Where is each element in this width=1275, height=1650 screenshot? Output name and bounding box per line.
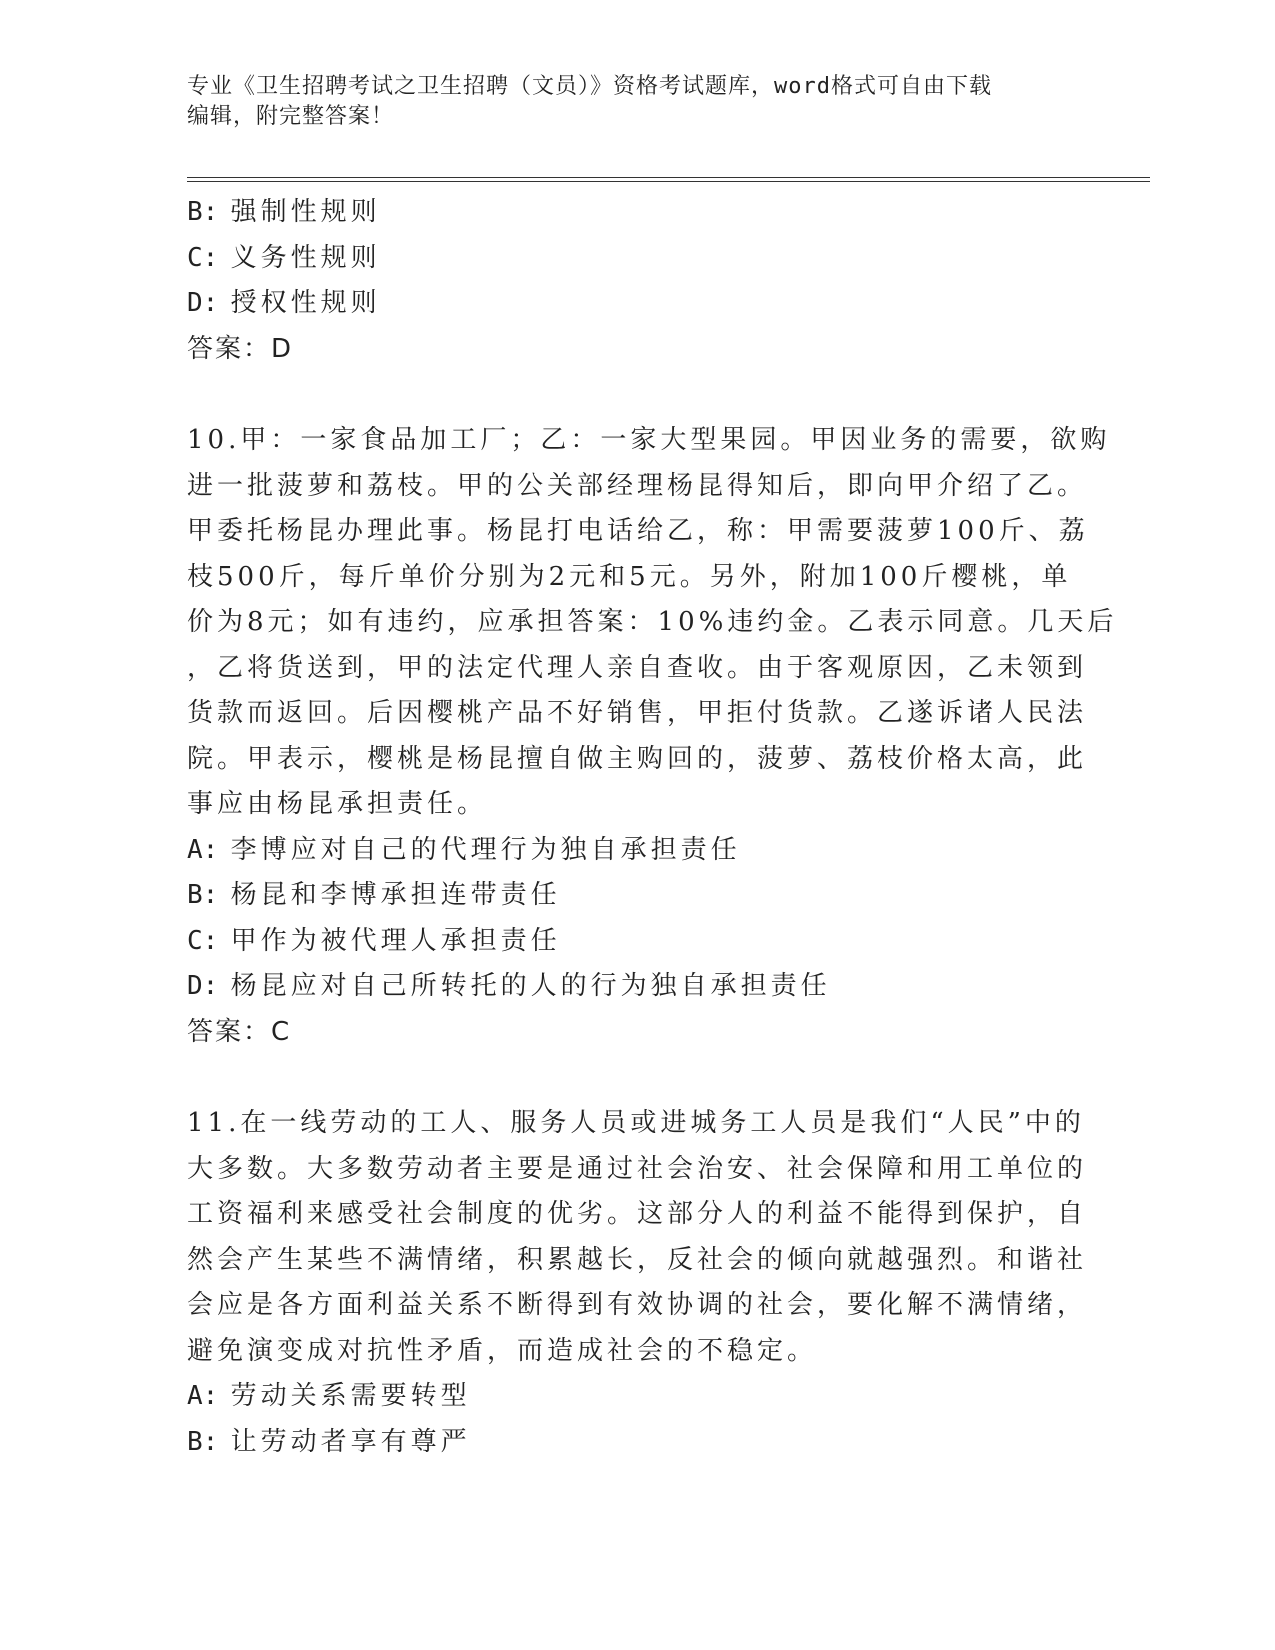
stem-line: 10.甲：一家食品加工厂；乙：一家大型果园。甲因业务的需要，欲购	[187, 425, 1111, 455]
partial-question	[187, 190, 1087, 372]
stem-line: 然会产生某些不满情绪，积累越长，反社会的倾向就越强烈。和谐社	[187, 1244, 1088, 1275]
option-c: C: 义务性规则	[187, 242, 381, 273]
stem-line: 货款而返回。后因樱桃产品不好销售，甲拒付货款。乙遂诉诸人民法	[187, 698, 1088, 728]
stem-line: ，乙将货送到，甲的法定代理人亲自查收。由于客观原因，乙未领到	[187, 652, 1088, 683]
stem-line: 价为8元；如有违约，应承担答案：10%违约金。乙表示同意。几天后	[187, 607, 1118, 637]
option-b: B: 杨昆和李博承担连带责任	[187, 880, 561, 910]
header-divider	[187, 177, 1150, 182]
option-a: A: 劳动关系需要转型	[187, 1381, 471, 1411]
stem-line: 工资福利来感受社会制度的优劣。这部分人的利益不能得到保护，自	[187, 1199, 1088, 1229]
question-stem	[187, 418, 1118, 828]
document-header	[187, 72, 1087, 132]
option-a: A: 李博应对自己的代理行为独自承担责任	[187, 834, 741, 865]
option-b: B: 强制性规则	[187, 197, 381, 227]
question-10	[187, 418, 1118, 1055]
answer-line: 答案：D	[187, 333, 294, 364]
stem-line: 甲委托杨昆办理此事。杨昆打电话给乙，称：甲需要菠萝100斤、荔	[187, 516, 1089, 546]
question-11	[187, 1101, 1087, 1465]
stem-line: 枝500斤，每斤单价分别为2元和5元。另外，附加100斤樱桃，单	[187, 561, 1072, 592]
option-b: B: 让劳动者享有尊严	[187, 1426, 471, 1457]
stem-line: 大多数。大多数劳动者主要是通过社会治安、社会保障和用工单位的	[187, 1153, 1088, 1184]
question-stem	[187, 1101, 1087, 1374]
question-content	[187, 190, 1118, 1465]
option-d: D: 杨昆应对自己所转托的人的行为独自承担责任	[187, 971, 831, 1001]
answer-line: 答案：C	[187, 1016, 292, 1047]
stem-line: 院。甲表示，樱桃是杨昆擅自做主购回的，菠萝、荔枝价格太高，此	[187, 743, 1088, 774]
header-line-2: 编辑，附完整答案！	[187, 104, 395, 129]
stem-line: 事应由杨昆承担责任。	[187, 789, 488, 819]
stem-line: 11.在一线劳动的工人、服务人员或进城务工人员是我们“人民”中的	[187, 1108, 1085, 1138]
stem-line: 进一批菠萝和荔枝。甲的公关部经理杨昆得知后，即向甲介绍了乙。	[187, 470, 1088, 501]
option-c: C: 甲作为被代理人承担责任	[187, 925, 561, 956]
stem-line: 避免演变成对抗性矛盾，而造成社会的不稳定。	[187, 1335, 818, 1366]
stem-line: 会应是各方面利益关系不断得到有效协调的社会，要化解不满情绪，	[187, 1290, 1088, 1320]
header-line-1: 专业《卫生招聘考试之卫生招聘（文员）》资格考试题库，word格式可自由下载	[187, 74, 992, 99]
option-d: D: 授权性规则	[187, 288, 381, 318]
